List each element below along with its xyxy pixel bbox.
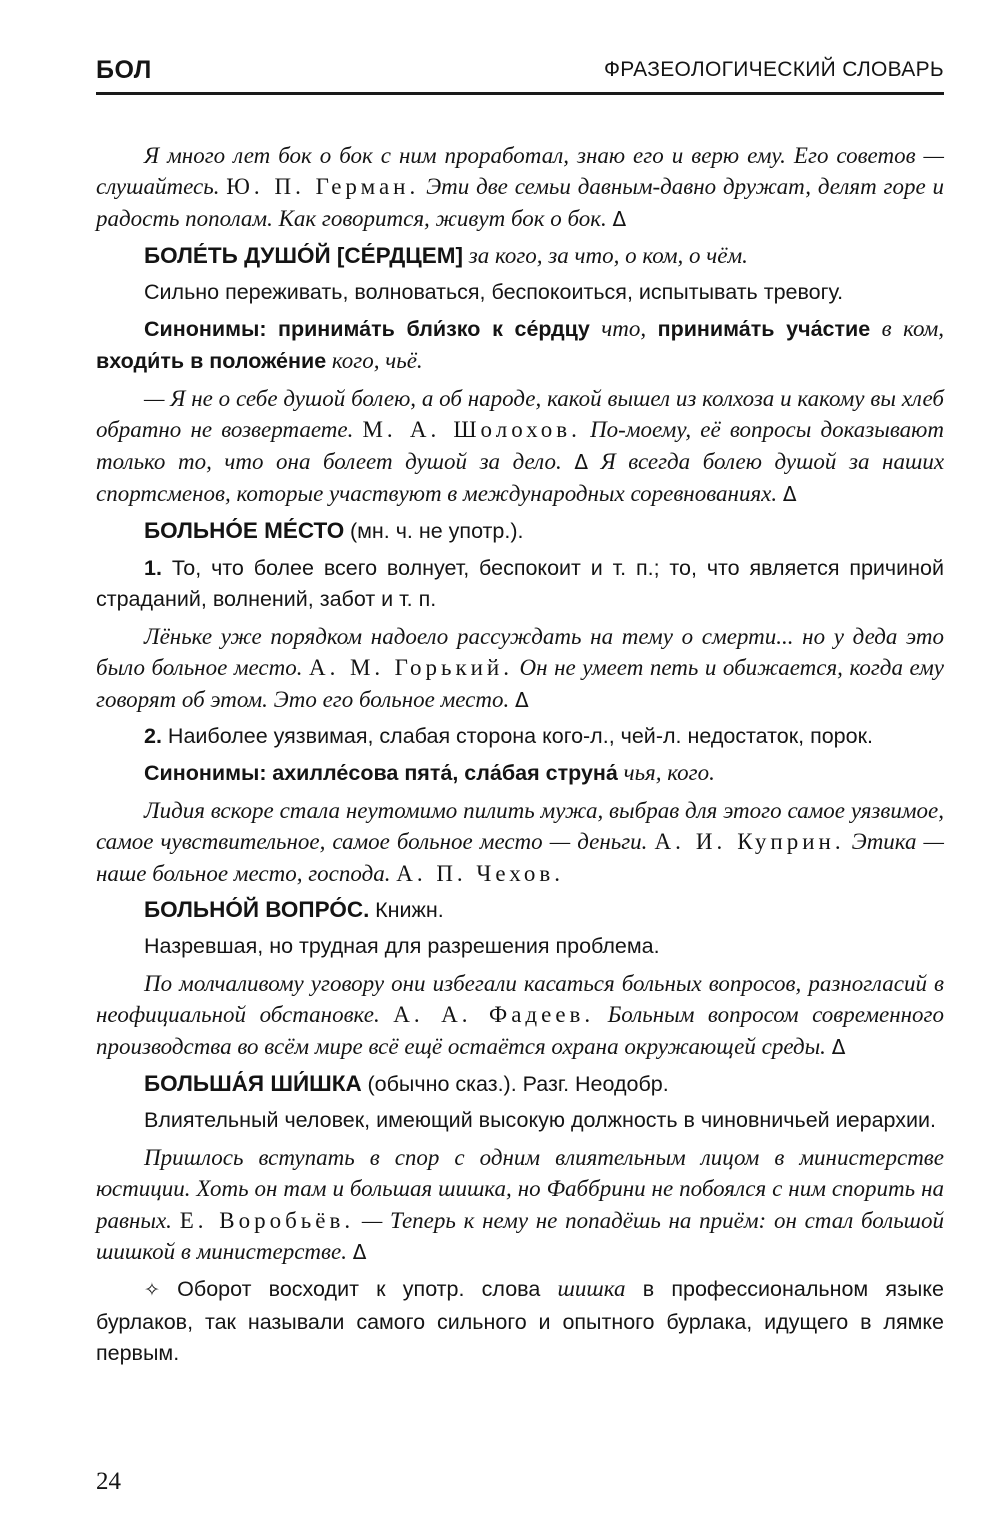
example-author: Ю. П. Герман. (226, 174, 420, 200)
example-end-mark: Δ (612, 206, 627, 231)
entry-headline (96, 1068, 944, 1100)
headword: БОЛЕ́ТЬ ДУШО́Й [СЕ́РДЦЕМ] (144, 243, 463, 269)
example-author: А. И. Куприн. (654, 829, 845, 855)
page-body (96, 140, 944, 1370)
example-paragraph: Я много лет бок о бок с ним проработал, знаю его и верю ему. Его советов — слушайтесь. Ю. П. Герман. Эти две семьи давным-давно дружат, делят горе и радость пополам. Как говорится, живут бок о бок. Δ (96, 143, 945, 231)
headword: БОЛЬНО́Й ВОПРО́С. (144, 896, 370, 922)
entry-headline (96, 240, 944, 271)
etymology-icon: ✧ (144, 1279, 160, 1302)
example-paragraph: Пришлось вступать в спор с одним влиятельным лицом в министерстве юстиции. Хоть он там и большая шишка, но Фаббрини не побоялся с ним спорить на равных. Е. Воробьёв. — Теперь к нему не попадёшь на приём: он стал большой шишкой в министерстве. Δ (96, 1144, 945, 1264)
usage-note: (мн. ч. не употр.). (349, 519, 524, 544)
sense-number: 2. (144, 723, 162, 748)
example-author: А. А. Фадеев. (393, 1002, 595, 1028)
page-header (96, 52, 944, 95)
definition: 2. Наиболее уязвимая, слабая сторона кого-л., чей-л. недостаток, порок. (144, 723, 873, 748)
example-paragraph: Лидия вскоре стала неутомимо пилить мужа, выбрав для этого самое уязвимое, самое чувствительное, самое больное место — деньги. А. И. Куприн. Этика — наше больное место, господа. А. П. Чехов. (96, 797, 944, 886)
example-paragraph: — Я не о себе душой болею, а об народе, какой вышел из колхоза и какому вы хлеб обратно не возвертаете. М. А. Шолохов. По-моему, её вопросы доказывают только то, что она болеет душой за дело. Δ Я всегда болею душой за наших спортсменов, которые участвуют в международных соревнованиях. Δ (96, 385, 945, 507)
example-paragraph: По молчаливому уговору они избегали касаться больных вопросов, разногласий в неофициальной обстановке. А. А. Фадеев. Больным вопросом современного производства во всём мире всё ещё остаётся охрана окружающей среды. Δ (96, 970, 945, 1059)
style-label: Книжн. (375, 897, 444, 922)
grammar-note: за кого, за что, о ком, о чём. (468, 243, 748, 269)
running-head-word: БОЛ (96, 56, 152, 84)
example-author: А. М. Горький. (309, 655, 513, 681)
entry-headline (96, 515, 944, 547)
definition: 1. То, что более всего волнует, беспокоит и т. п.; то, что является причиной страданий, волнений, забот и т. п. (96, 555, 944, 612)
page-number: 24 (96, 1468, 121, 1495)
synonyms: Синонимы: принима́ть бли́зко к се́рдцу что, принима́ть уча́стие в ком, входи́ть в положе́ние кого, чьё. (96, 316, 945, 374)
synonyms-label: Синонимы: (144, 317, 267, 342)
example-author: М. А. Шолохов. (362, 417, 581, 443)
definition: Влиятельный человек, имеющий высокую должность в чиновничьей иерархии. (144, 1108, 936, 1133)
usage-note: (обычно сказ.). Разг. Неодобр. (367, 1071, 669, 1096)
etymology-note: ✧ Оборот восходит к употр. слова шишка в профессиональном языке бурлаков, так называли самого сильного и опытного бурлака, идущего в лямке первым. (96, 1276, 944, 1366)
headword: БОЛЬША́Я ШИ́ШКА (144, 1070, 362, 1096)
example-author: А. П. Чехов. (396, 860, 565, 886)
definition: Назревшая, но трудная для разрешения проблема. (144, 934, 660, 959)
example-author: Е. Воробьёв. (179, 1207, 355, 1233)
definition: Сильно переживать, волноваться, беспокоиться, испытывать тревогу. (144, 279, 844, 304)
synonyms-label: Синонимы: (144, 761, 267, 786)
example-paragraph: Лёньке уже порядком надоело рассуждать на тему о смерти... но у деда это было больное место. А. М. Горький. Он не умеет петь и обижается, когда ему говорят об этом. Это его больное место. Δ (96, 623, 945, 712)
dictionary-title: ФРАЗЕОЛОГИЧЕСКИЙ СЛОВАРЬ (603, 58, 944, 81)
entry-headline (96, 894, 944, 926)
synonyms: Синонимы: ахилле́сова пята́, сла́бая струна́ чья, кого. (144, 760, 715, 786)
headword: БОЛЬНО́Е МЕ́СТО (144, 518, 345, 544)
sense-number: 1. (144, 555, 162, 580)
